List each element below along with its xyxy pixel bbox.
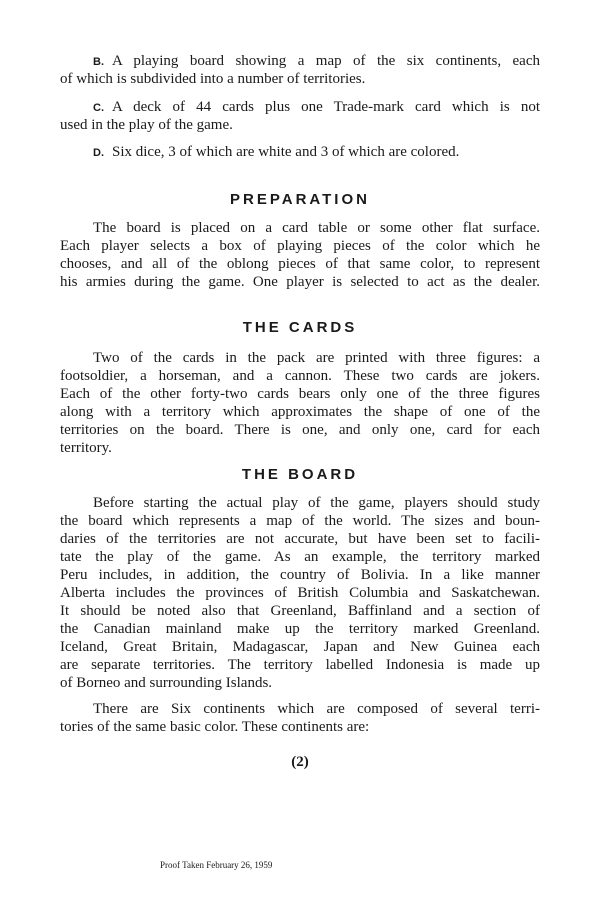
text-line: his armies during the game. One player is selected to act as the dealer. [60, 274, 540, 290]
item-letter: C. [93, 102, 104, 114]
item-letter: B. [93, 56, 104, 68]
text-line: tate the play of the game. As an example, the territory marked [60, 549, 540, 565]
board-heading: THE BOARD [241, 466, 359, 483]
text-line: Six dice, 3 of which are white and 3 of which are colored. [112, 144, 460, 160]
text-line: Before starting the actual play of the game, players should study [93, 495, 540, 511]
text-line: territories on the board. There is one, and only one, card for each [60, 422, 540, 438]
text-line: footsoldier, a horseman, and a cannon. These two cards are jokers. [60, 368, 540, 384]
text-line: the board which represents a map of the world. The sizes and boun- [60, 513, 540, 529]
text-line: the Canadian mainland make up the territory marked Greenland. [60, 621, 540, 637]
text-line: A deck of 44 cards plus one Trade-mark card which is not [112, 99, 540, 115]
text-line: tories of the same basic color. These continents are: [60, 719, 370, 735]
text-line: of Borneo and surrounding Islands. [60, 675, 273, 691]
text-line: are separate territories. The territory labelled Indonesia is made up [60, 657, 540, 673]
text-line: There are Six continents which are composed of several terri- [93, 701, 540, 717]
text-line: It should be noted also that Greenland, Baffinland and a section of [60, 603, 540, 619]
preparation-heading: PREPARATION [230, 191, 370, 208]
cards-heading: THE CARDS [242, 319, 358, 336]
board-paragraph-2 [60, 700, 540, 736]
text-line: Two of the cards in the pack are printed with three figures: a [93, 350, 540, 366]
page-number: (2) [291, 754, 309, 770]
item-letter: D. [93, 147, 104, 159]
text-line: chooses, and all of the oblong pieces of that same color, to represent [60, 256, 540, 272]
item-c [60, 98, 540, 134]
proof-footer: Proof Taken February 26, 1959 [160, 860, 273, 870]
text-line: territory. [60, 440, 112, 456]
item-b [60, 52, 540, 88]
text-line: along with a territory which approximates the shape of one of the [60, 404, 540, 420]
text-line: Each of the other forty-two cards bears only one of the three figures [60, 386, 540, 402]
cards-paragraph [60, 349, 540, 457]
text-line: Iceland, Great Britain, Madagascar, Japan and New Guinea each [60, 639, 540, 655]
text-line: of which is subdivided into a number of territories. [60, 71, 366, 87]
text-line: used in the play of the game. [60, 117, 233, 133]
preparation-paragraph [60, 219, 540, 291]
item-d [60, 143, 540, 161]
text-line: The board is placed on a card table or some other flat surface. [93, 220, 540, 236]
text-line: A playing board showing a map of the six continents, each [112, 53, 540, 69]
text-line: Each player selects a box of playing pieces of the color which he [60, 238, 540, 254]
text-line: Peru includes, in addition, the country of Bolivia. In a like manner [60, 567, 540, 583]
board-paragraph-1 [60, 494, 540, 692]
text-line: Alberta includes the provinces of British Columbia and Saskatchewan. [60, 585, 540, 601]
text-line: daries of the territories are not accurate, but have been set to facili- [60, 531, 540, 547]
